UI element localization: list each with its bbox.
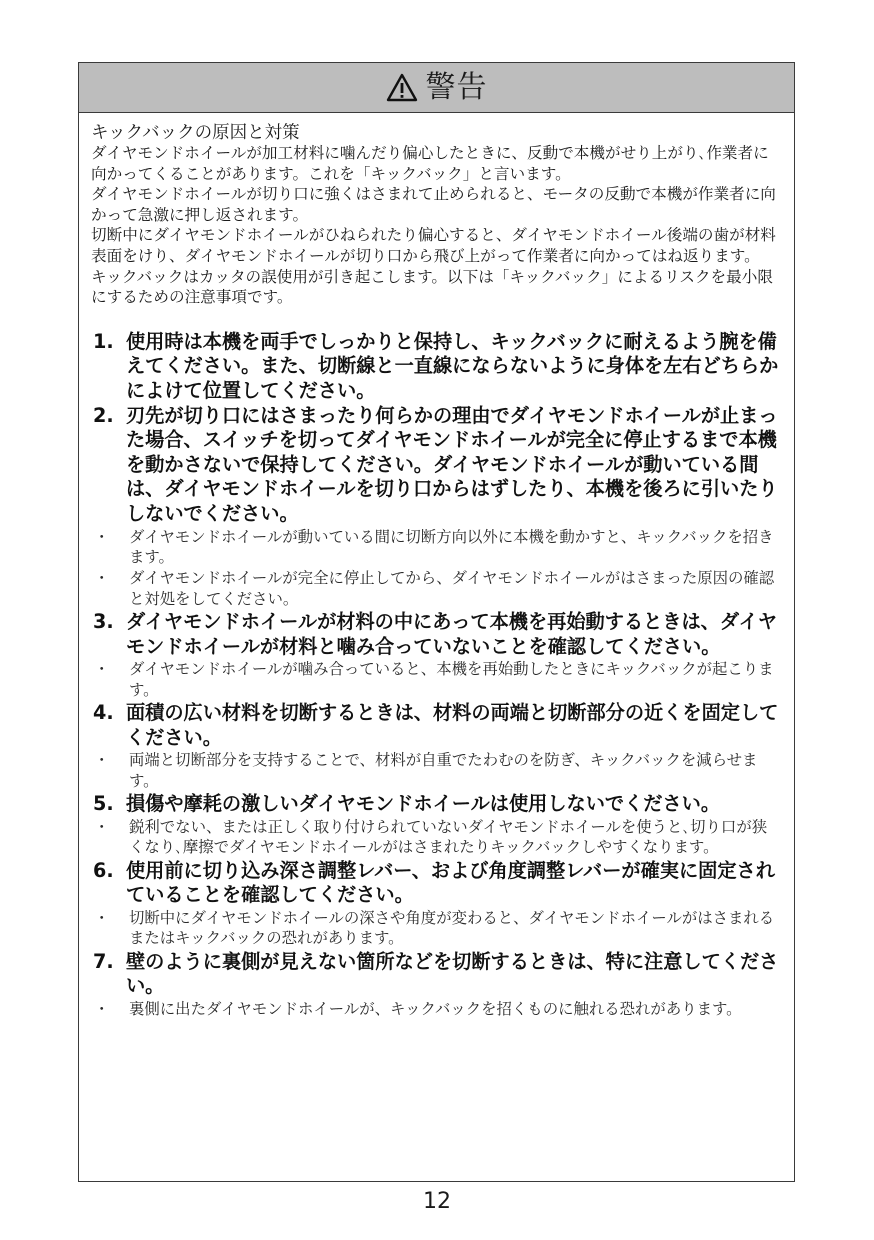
item-number: 4. [93,701,114,725]
note-text: ダイヤモンドホイールが噛み合っていると、本機を再始動したときにキックバックが起こります。 [129,660,774,699]
sub-note [91,908,782,949]
bullet-mark: ・ [94,999,110,1018]
precaution-item [91,859,782,908]
note-text: 鋭利でない、または正しく取り付けられていないダイヤモンドホイールを使うと､切り口が狭くなり､摩擦でダイヤモンドホイールがはさまれたりキックバックしやすくなります。 [129,817,768,857]
note-text: 切断中にダイヤモンドホイールの深さや角度が変わると、ダイヤモンドホイールがはさまれるまたはキックバックの恐れがあります。 [129,908,775,948]
item-number: 1. [93,329,114,353]
item-number: 2. [93,403,114,427]
precaution-item [91,330,782,404]
precaution-list [91,330,782,1019]
precaution-item [91,792,782,817]
item-number: 5. [93,792,114,816]
precaution-item [91,950,782,999]
sub-note [91,817,782,858]
item-text: 使用前に切り込み深さ調整レバー、および角度調整レバーが確実に固定されていることを確認してください。 [126,858,775,907]
item-text: 刃先が切り口にはさまったり何らかの理由でダイヤモンドホイールが止まった場合、スイッチを切ってダイヤモンドホイールが完全に停止するまで本機を動かさないで保持してください。ダイヤモンドホイールが動いている間は、ダイヤモンドホイールを切り口からはずしたり、本機を後ろに引いたりしないでください。 [126,403,778,525]
bullet-mark: ・ [94,660,110,679]
warning-title: 警告 [425,69,488,105]
note-text: 裏側に出たダイヤモンドホイールが、キックバックを招くものに触れる恐れがあります。 [129,999,742,1018]
intro-paragraph: ダイヤモンドホイールが切り口に強くはさまれて止められると、モータの反動で本機が作業者に向かって急激に押し返されます。 [91,185,776,224]
bullet-mark: ・ [94,908,110,927]
sub-note [91,750,782,791]
sub-note [91,999,782,1019]
section-heading: キックバックの原因と対策 [91,123,300,143]
item-text: ダイヤモンドホイールが材料の中にあって本機を再始動するときは、ダイヤモンドホイールが材料と噛み合っていないことを確認してください。 [126,610,778,658]
precaution-item [91,610,782,659]
page-number: 12 [423,1189,451,1214]
item-number: 6. [93,858,114,882]
warning-box [78,62,795,1182]
sub-note [91,568,782,609]
note-text: ダイヤモンドホイールが動いている間に切断方向以外に本機を動かすと、キックバックを招きます。 [129,527,774,566]
item-text: 壁のように裏側が見えない箇所などを切断するときは、特に注意してください。 [126,949,779,998]
bullet-mark: ・ [94,527,110,546]
intro-paragraphs [91,143,782,308]
item-text: 損傷や摩耗の激しいダイヤモンドホイールは使用しないでください。 [126,792,721,816]
intro-paragraph: 切断中にダイヤモンドホイールがひねられたり偏心すると、ダイヤモンドホイール後端の歯が材料表面をけり、ダイヤモンドホイールが切り口から飛び上がって作業者に向かってはね返ります。 [91,226,776,265]
bullet-mark: ・ [94,817,110,836]
item-text: 使用時は本機を両手でしっかりと保持し、キックバックに耐えるよう腕を備えてください。また、切断線と一直線にならないように身体を左右どちらかによけて位置してください。 [126,329,779,402]
item-number: 3. [93,610,114,634]
bullet-mark: ・ [94,751,110,770]
bullet-mark: ・ [94,569,110,588]
precaution-item [91,404,782,527]
precaution-item [91,701,782,750]
warning-header [79,63,794,113]
intro-paragraph: キックバックはカッタの誤使用が引き起こします。以下は「キックバック」によるリスクを最小限にするための注意事項です。 [91,267,773,307]
warning-triangle-icon [386,73,418,103]
intro-paragraph: ダイヤモンドホイールが加工材料に噛んだり偏心したときに、反動で本機がせり上がり､作業者に向かってくることがあります。これを「キックバック」と言います。 [91,144,769,183]
note-text: ダイヤモンドホイールが完全に停止してから、ダイヤモンドホイールがはさまった原因の確認と対処をしてください。 [129,569,775,608]
item-number: 7. [93,949,114,973]
sub-note [91,527,782,568]
warning-content [79,113,794,1019]
sub-note [91,659,782,700]
note-text: 両端と切断部分を支持することで、材料が自重でたわむのを防ぎ、キックバックを減らせます。 [129,751,758,790]
item-text: 面積の広い材料を切断するときは、材料の両端と切断部分の近くを固定してください。 [126,701,779,749]
